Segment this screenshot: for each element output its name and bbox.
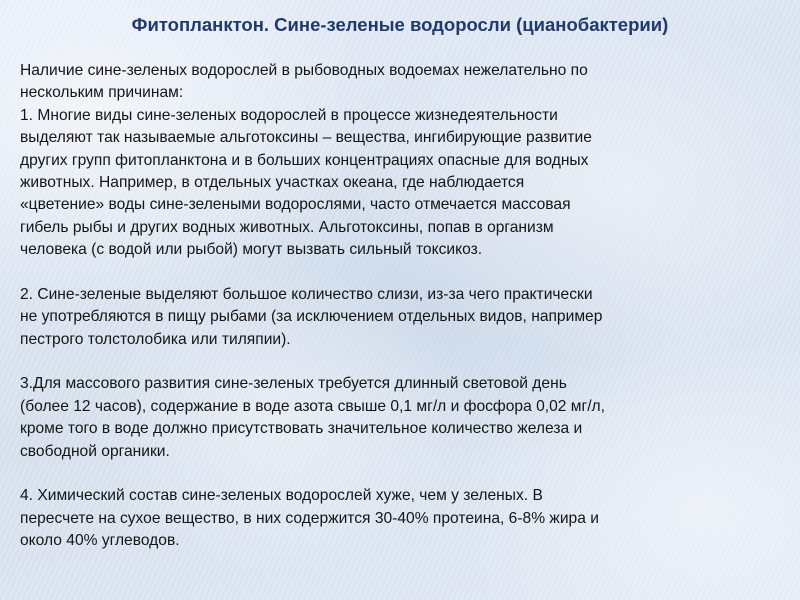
- text-line: пестрого толстолобика или тиляпии).: [20, 330, 291, 348]
- text-line: пересчете на сухое вещество, в них содержится 30-40% протеина, 6-8% жира и: [20, 509, 599, 527]
- text-line: 1. Многие виды сине-зеленых водорослей в процессе жизнедеятельности: [20, 106, 558, 124]
- text-line: других групп фитопланктона и в больших концентрациях опасные для водных: [20, 151, 589, 169]
- paragraph-gap: [20, 262, 792, 284]
- intro-paragraph: [20, 60, 792, 105]
- text-line: человека (с водой или рыбой) могут вызвать сильный токсикоз.: [20, 241, 483, 259]
- point-3: [20, 373, 792, 463]
- text-line: 4. Химический состав сине-зеленых водорослей хуже, чем у зеленых. В: [20, 487, 543, 505]
- text-line: 2. Сине-зеленые выделяют большое количество слизи, из-за чего практически: [20, 285, 593, 303]
- text-line: «цветение» воды сине-зелеными водорослями, часто отмечается массовая: [20, 196, 571, 214]
- text-line: не употребляются в пищу рыбами (за исключением отдельных видов, например: [20, 308, 603, 326]
- text-line: (более 12 часов), содержание в воде азота свыше 0,1 мг/л и фосфора 0,02 мг/л,: [20, 397, 605, 415]
- slide-title: Фитопланктон. Сине-зеленые водоросли (цианобактерии): [131, 14, 669, 35]
- text-line: нескольким причинам:: [20, 84, 184, 102]
- point-1: [20, 105, 792, 262]
- point-2: [20, 284, 792, 351]
- text-line: кроме того в воде должно присутствовать значительное количество железа и: [20, 420, 583, 438]
- point-4: [20, 485, 792, 552]
- text-line: гибель рыбы и других водных животных. Альготоксины, попав в организм: [20, 218, 554, 236]
- paragraph-gap: [20, 463, 792, 485]
- slide-body: [20, 60, 792, 553]
- text-line: 3.Для массового развития сине-зеленых требуется длинный световой день: [20, 375, 567, 393]
- text-line: Наличие сине-зеленых водорослей в рыбоводных водоемах нежелательно по: [20, 62, 588, 79]
- text-line: свободной органики.: [20, 442, 170, 460]
- paragraph-gap: [20, 351, 792, 373]
- text-line: животных. Например, в отдельных участках океана, где наблюдается: [20, 173, 525, 191]
- text-line: около 40% углеводов.: [20, 532, 180, 550]
- text-line: выделяют так называемые альготоксины – вещества, ингибирующие развитие: [20, 129, 592, 147]
